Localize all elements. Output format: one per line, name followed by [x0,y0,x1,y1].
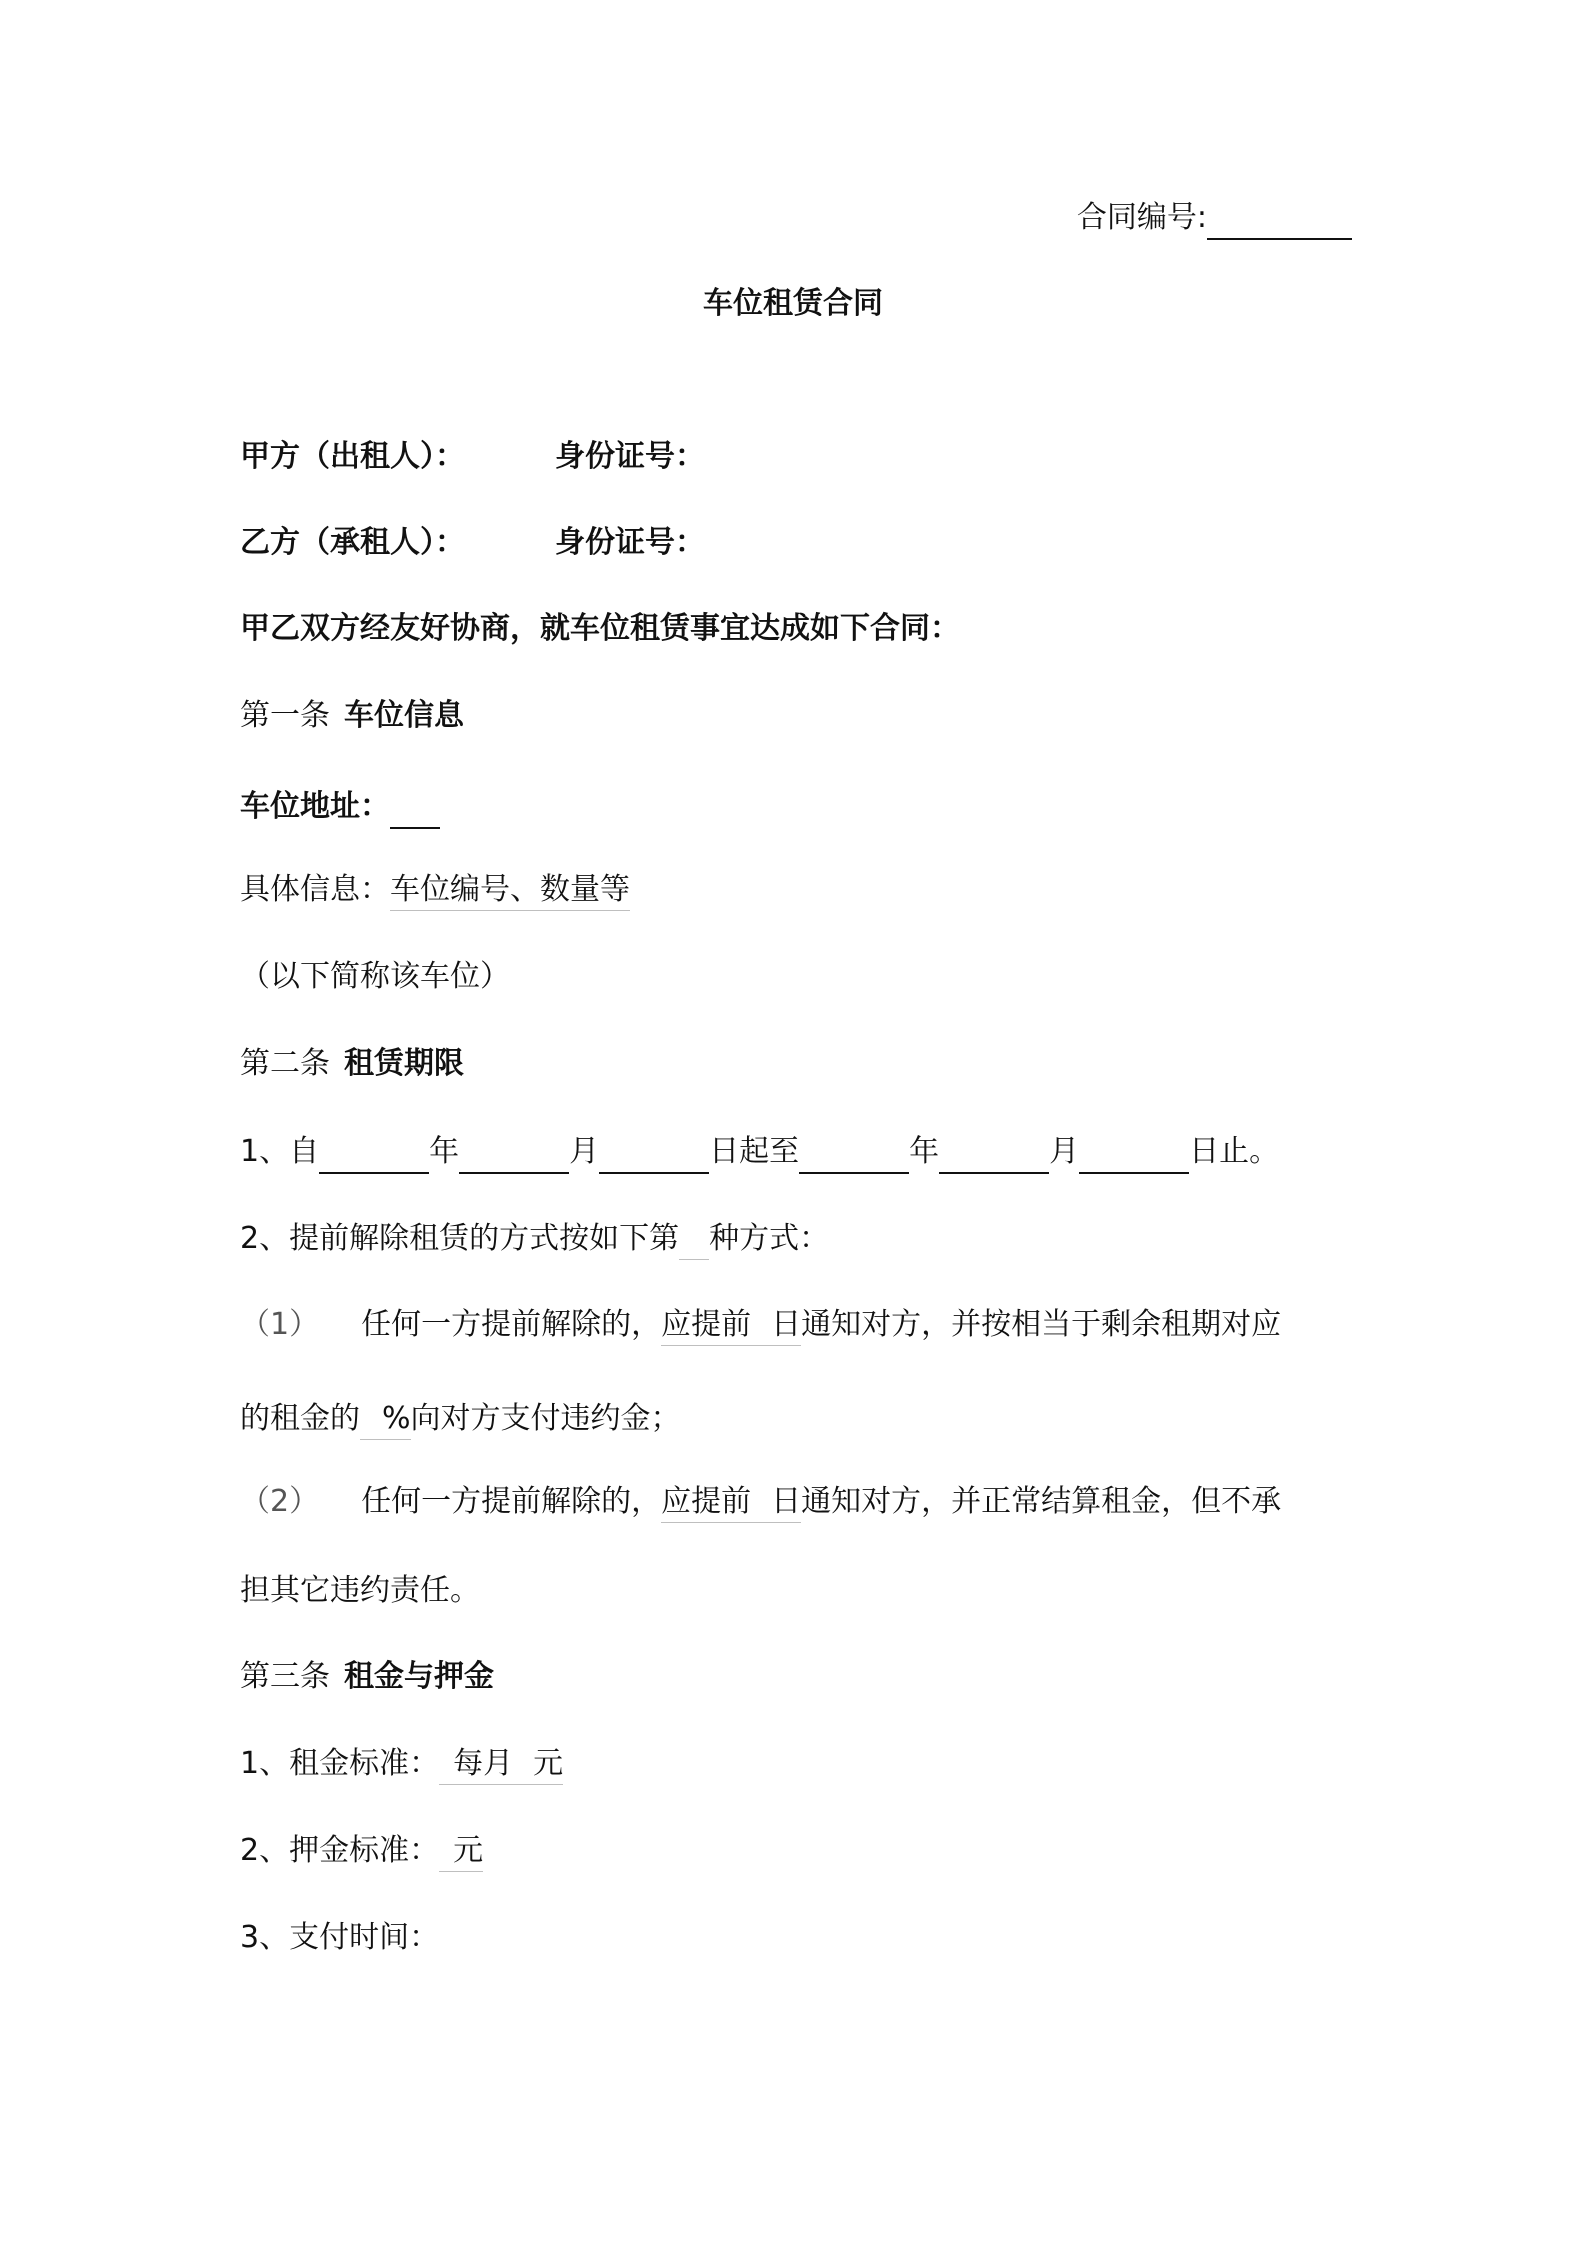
option-1-notice-field [661,1305,801,1346]
parking-note: （以下简称该车位） [240,959,510,994]
option-2-notice-field [661,1482,801,1523]
option-1-notice-prefix: 应提前 [661,1307,752,1342]
end-month-blank [939,1132,1049,1174]
option-1-line2-b: 向对方支付违约金； [410,1401,681,1436]
article-2-heading [240,1044,464,1084]
article-3-number: 第三条 [240,1659,330,1694]
payment-time-line: 3、支付时间： [240,1920,440,1955]
party-b-label: 乙方（承租人）： [240,525,465,560]
contract-number-line [1077,198,1352,240]
article-2-number: 第二条 [240,1046,330,1081]
parking-address-label: 车位地址： [240,789,390,824]
end-month-label: 月 [1049,1134,1080,1169]
option-1-text-a: 任何一方提前解除的， [361,1307,662,1342]
contract-number-blank [1207,198,1352,240]
article-2-title: 租赁期限 [344,1046,464,1081]
early-termination-prefix: 2、提前解除租赁的方式按如下第 [240,1221,680,1256]
lease-term-line [240,1132,1279,1174]
rent-standard-line [240,1744,563,1785]
option-2-marker: （2） [240,1484,320,1519]
rent-unit-label: 元 [533,1746,564,1781]
early-termination-line [240,1219,829,1260]
start-day-blank [599,1132,709,1174]
option-2-notice-unit: 日 [771,1484,802,1519]
article-1-number: 第一条 [240,698,330,733]
option-2-line [240,1482,1281,1523]
start-day-label: 日起至 [709,1134,800,1169]
option-1-text-b: 通知对方，并按相当于剩余租期对应 [801,1307,1282,1342]
parking-address-blank [390,787,440,829]
rent-standard-label: 1、租金标准： [240,1746,440,1781]
end-day-label: 日止。 [1189,1134,1280,1169]
preamble: 甲乙双方经友好协商，就车位租赁事宜达成如下合同： [240,611,960,646]
parking-address-line [240,787,440,829]
early-termination-suffix: 种方式： [709,1221,830,1256]
document-title: 车位租赁合同 [703,286,883,321]
end-year-blank [799,1132,909,1174]
article-1-heading [240,696,464,736]
party-b-id-label: 身份证号： [555,525,705,560]
deposit-standard-line [240,1831,483,1872]
option-2-text-a: 任何一方提前解除的， [361,1484,662,1519]
start-month-blank [459,1132,569,1174]
option-1-marker: （1） [240,1307,320,1342]
lease-term-prefix: 1、自 [240,1134,320,1169]
rent-per-month-label: 每月 [453,1746,514,1781]
option-2-line-2: 担其它违约责任。 [240,1573,480,1608]
article-3-heading [240,1657,494,1697]
option-1-line-2 [240,1399,681,1440]
start-month-label: 月 [569,1134,600,1169]
start-year-blank [319,1132,429,1174]
party-a-line [240,437,705,477]
article-3-title: 租金与押金 [344,1659,494,1694]
party-b-line [240,523,705,563]
party-a-label: 甲方（出租人）： [240,439,465,474]
parking-details-value: 车位编号、数量等 [390,870,630,911]
option-2-notice-prefix: 应提前 [661,1484,752,1519]
deposit-standard-label: 2、押金标准： [240,1833,440,1868]
contract-number-label: 合同编号: [1076,200,1207,235]
start-year-label: 年 [429,1134,460,1169]
article-1-title: 车位信息 [344,698,464,733]
termination-option-blank [679,1219,709,1260]
rent-standard-field [439,1744,563,1785]
party-a-id-label: 身份证号： [555,439,705,474]
option-1-notice-unit: 日 [771,1307,802,1342]
parking-details-label: 具体信息： [240,872,390,907]
option-1-line2-a: 的租金的 [240,1401,360,1436]
penalty-percent-field: % [360,1399,411,1440]
option-1-line [240,1305,1281,1346]
end-year-label: 年 [909,1134,940,1169]
end-day-blank [1079,1132,1189,1174]
deposit-standard-field: 元 [439,1831,483,1872]
option-2-text-b: 通知对方，并正常结算租金，但不承 [801,1484,1282,1519]
parking-details-line [240,870,630,911]
